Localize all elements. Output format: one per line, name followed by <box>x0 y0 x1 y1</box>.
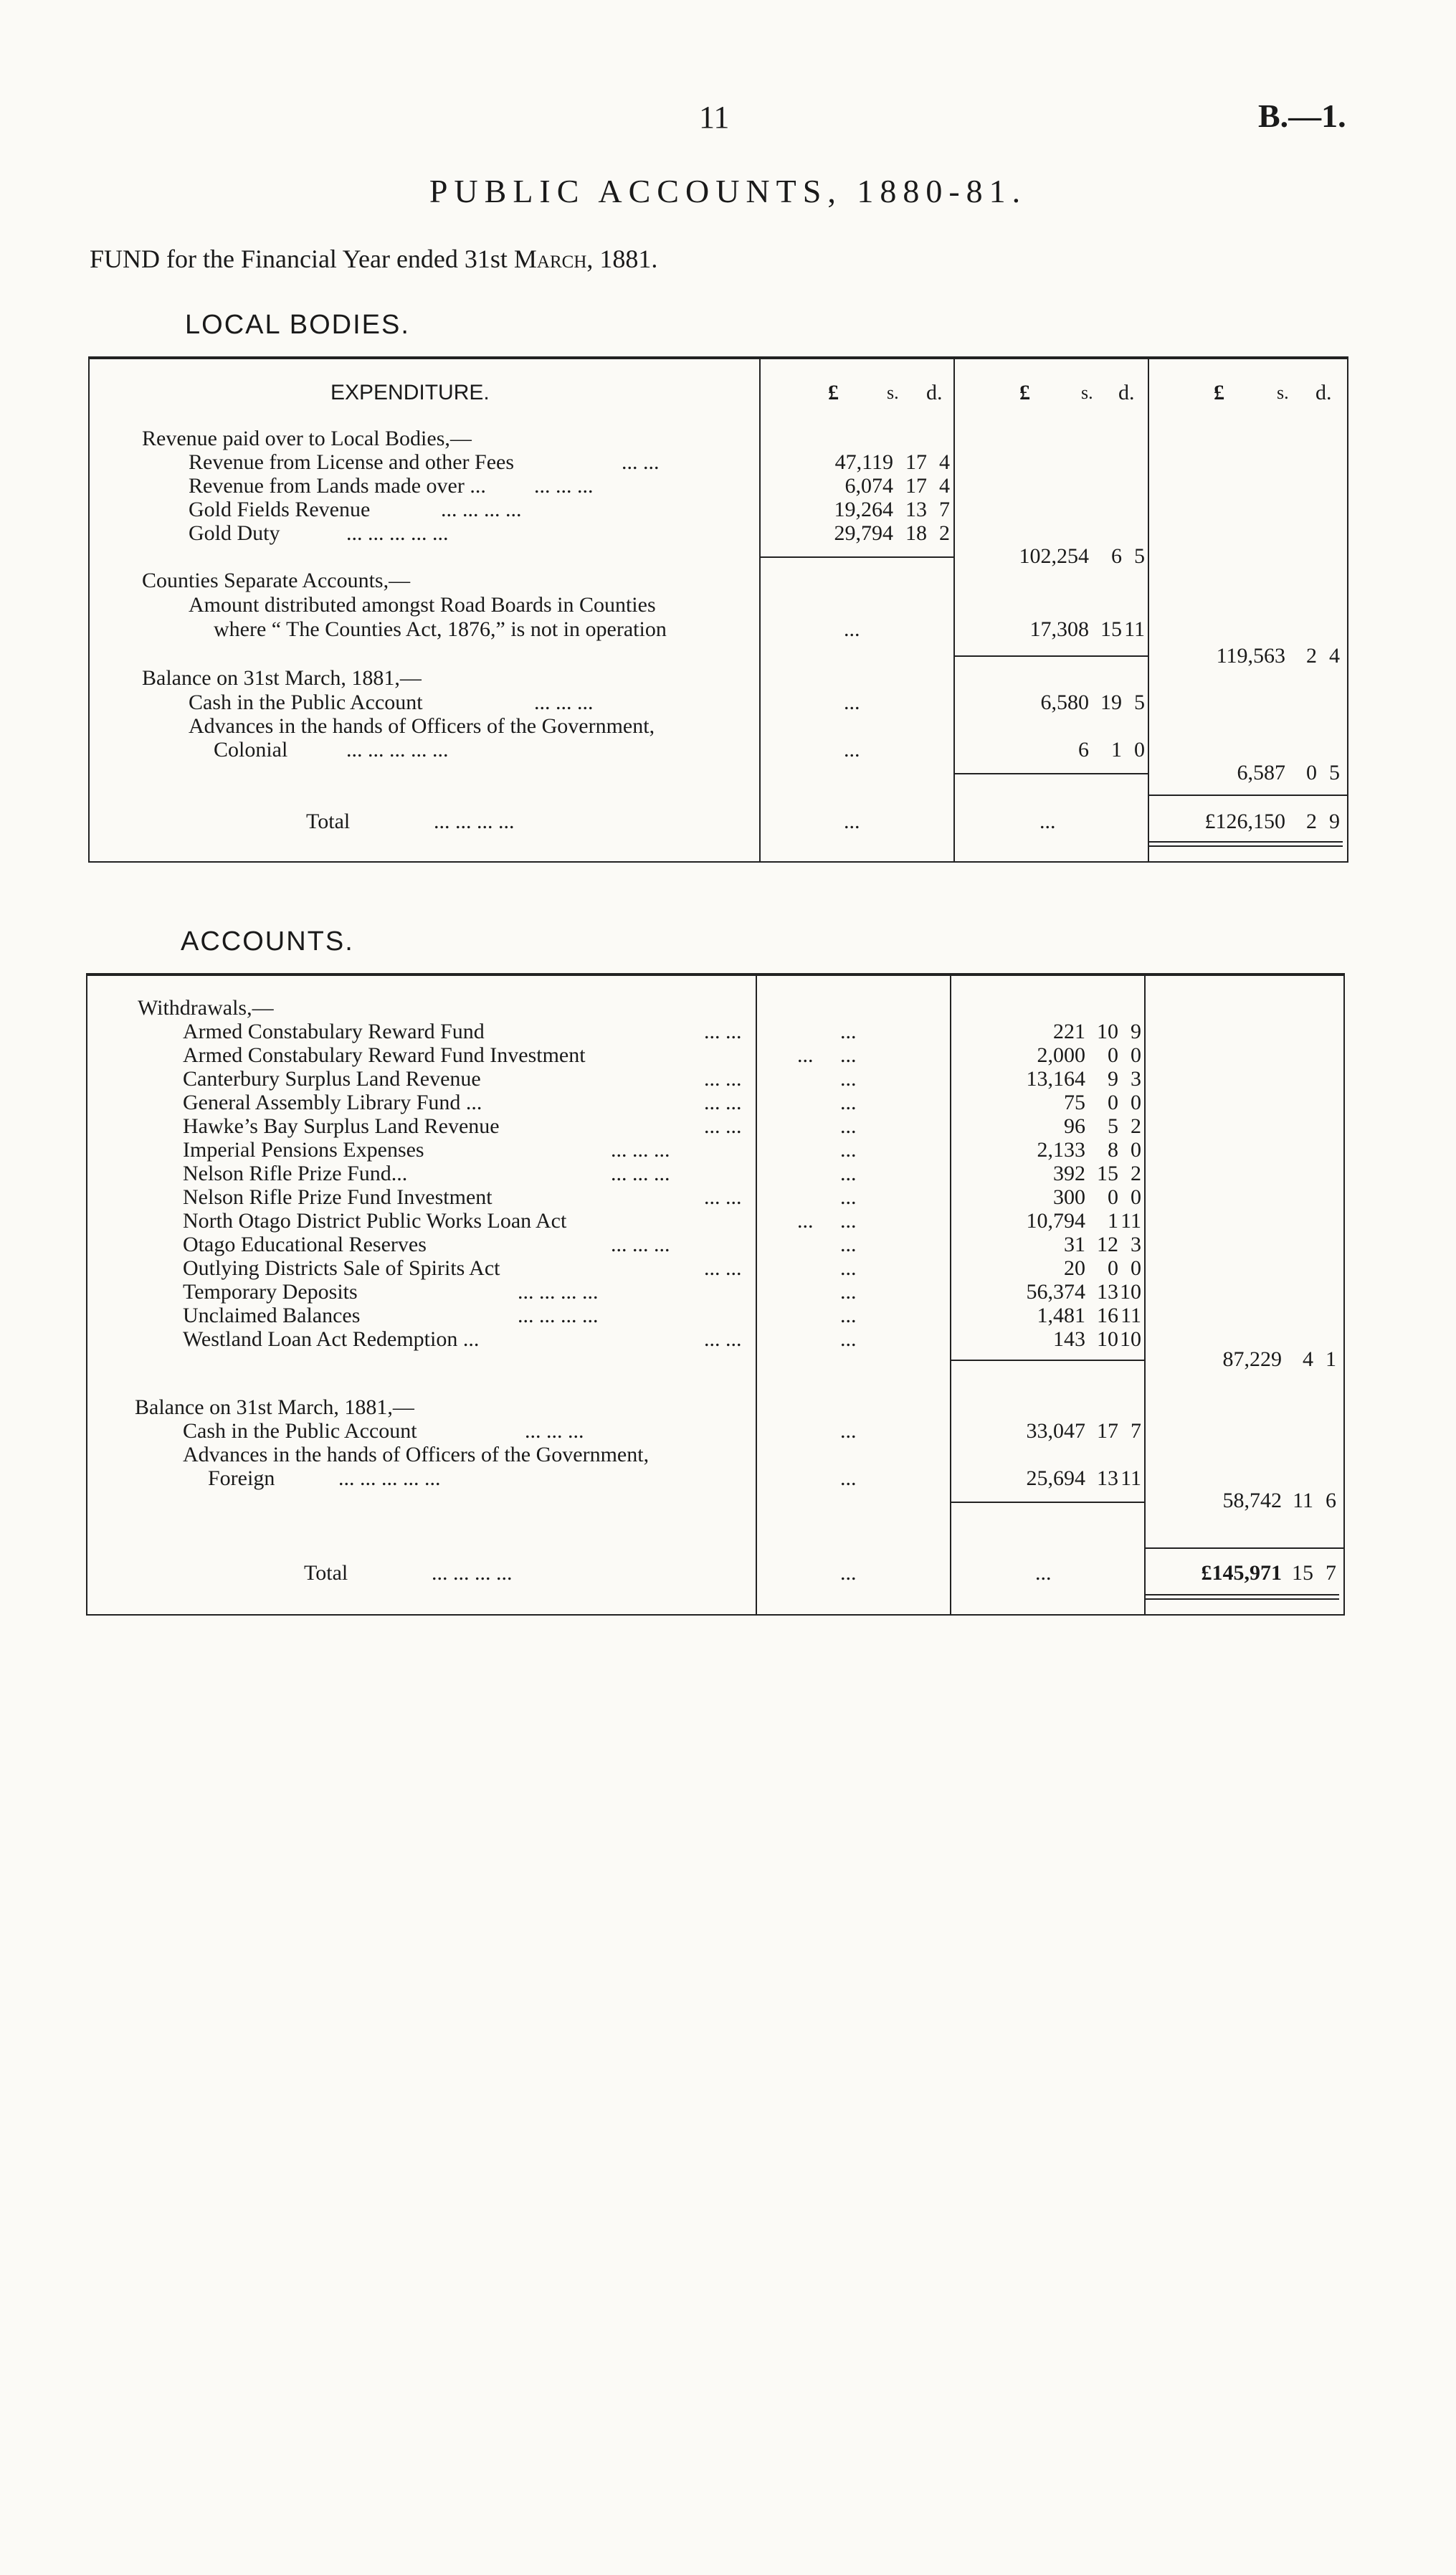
empty-cell: ... <box>844 617 860 641</box>
dot-leader: ... ... ... <box>534 474 594 498</box>
amount-shillings: 17 <box>905 450 927 474</box>
fund-subtitle <box>90 244 657 274</box>
withdrawal-item-label: Hawke’s Bay Surplus Land Revenue <box>183 1114 500 1138</box>
subtitle-part: , 1881. <box>586 245 658 273</box>
empty-cell: ... <box>844 691 860 714</box>
amount-pounds: 6,074 <box>844 474 893 498</box>
amount-shillings: 13 <box>905 498 927 521</box>
withdrawal-pence: 11 <box>1120 1304 1141 1327</box>
withdrawal-pounds: 13,164 <box>1026 1067 1085 1091</box>
revenue-license-label: Revenue from License and other Fees <box>189 450 514 474</box>
counties-line2: where “ The Counties Act, 1876,” is not in operation <box>214 617 667 641</box>
empty-cell: ... <box>840 1209 857 1233</box>
cash-shillings: 19 <box>1100 691 1122 714</box>
withdrawal-pounds: 2,133 <box>1037 1138 1085 1162</box>
withdrawal-shillings: 1 <box>1108 1209 1118 1233</box>
col3-pence-header: d. <box>1315 381 1332 404</box>
gold-duty-label: Gold Duty <box>189 521 280 545</box>
empty-cell: ... <box>840 1185 857 1209</box>
dot-leader: ... ... ... ... ... <box>346 521 449 545</box>
col3-pound-header: £ <box>1214 381 1224 404</box>
withdrawal-pounds: 300 <box>1053 1185 1085 1209</box>
withdrawal-item-label: Nelson Rifle Prize Fund Investment <box>183 1185 493 1209</box>
cash-pounds: 33,047 <box>1026 1419 1085 1443</box>
empty-cell: ... <box>844 810 860 833</box>
amount-pounds: 19,264 <box>834 498 893 521</box>
empty-cell: ... <box>840 1419 857 1443</box>
withdrawal-shillings: 13 <box>1097 1280 1118 1304</box>
empty-cell: ... <box>840 1256 857 1280</box>
withdrawal-pounds: 96 <box>1064 1114 1085 1138</box>
empty-cell: ... <box>840 1233 857 1256</box>
dot-leader: ... ... ... <box>611 1233 670 1256</box>
local-bodies-table <box>88 356 1348 863</box>
dot-leader: ... ... <box>704 1020 742 1043</box>
dot-leader: ... ... <box>704 1327 742 1351</box>
withdrawal-shillings: 10 <box>1097 1020 1118 1043</box>
empty-cell: ... <box>840 1138 857 1162</box>
advances-line2: Foreign <box>208 1466 275 1490</box>
dot-leader: ... ... ... ... ... <box>346 738 449 762</box>
dot-leader: ... ... <box>622 450 660 474</box>
empty-cell: ... <box>840 1091 857 1114</box>
subtotal-pence: 4 <box>1329 644 1340 668</box>
grand-total-pounds: £126,150 <box>1204 810 1285 833</box>
advances-line1: Advances in the hands of Officers of the Government, <box>183 1443 650 1466</box>
dot-leader: ... ... ... <box>534 691 594 714</box>
withdrawal-pence: 0 <box>1131 1185 1141 1209</box>
empty-cell: ... <box>840 1327 857 1351</box>
empty-cell: ... <box>840 1067 857 1091</box>
withdrawal-pence: 10 <box>1120 1280 1141 1304</box>
withdrawal-pence: 9 <box>1131 1020 1141 1043</box>
withdrawals-total-pence: 1 <box>1326 1347 1336 1371</box>
dot-leader: ... ... ... ... <box>432 1561 513 1585</box>
dot-leader: ... ... ... <box>525 1419 584 1443</box>
withdrawal-shillings: 10 <box>1097 1327 1118 1351</box>
balance-group-title: Balance on 31st March, 1881,— <box>142 666 422 690</box>
page-number: 11 <box>699 100 730 135</box>
counties-line1: Amount distributed amongst Road Boards in Counties <box>189 593 656 617</box>
counties-pence: 11 <box>1124 617 1145 641</box>
withdrawal-item-label: Canterbury Surplus Land Revenue <box>183 1067 481 1091</box>
withdrawal-item-label: Otago Educational Reserves <box>183 1233 427 1256</box>
col2-pence-header: d. <box>1118 381 1135 404</box>
dot-leader: ... ... ... <box>611 1138 670 1162</box>
empty-cell: ... <box>840 1043 857 1067</box>
dot-leader: ... ... <box>704 1091 742 1114</box>
dot-leader: ... <box>797 1043 814 1067</box>
withdrawal-item-label: Outlying Districts Sale of Spirits Act <box>183 1256 500 1280</box>
cash-pounds: 6,580 <box>1040 691 1089 714</box>
withdrawal-item-label: North Otago District Public Works Loan Act <box>183 1209 567 1233</box>
balance-shillings: 0 <box>1306 761 1317 784</box>
withdrawal-shillings: 0 <box>1108 1091 1118 1114</box>
grand-total-pounds: £145,971 <box>1201 1561 1282 1585</box>
revenue-group-title: Revenue paid over to Local Bodies,— <box>142 427 472 450</box>
amount-pence: 2 <box>939 521 950 545</box>
amount-pence: 4 <box>939 474 950 498</box>
subtotal-shillings: 2 <box>1306 644 1317 668</box>
withdrawal-pounds: 75 <box>1064 1091 1085 1114</box>
cash-shillings: 17 <box>1097 1419 1118 1443</box>
local-bodies-heading: LOCAL BODIES. <box>185 310 410 340</box>
accounts-table <box>86 973 1345 1616</box>
advances-pence: 11 <box>1120 1466 1141 1490</box>
withdrawal-pence: 0 <box>1131 1256 1141 1280</box>
withdrawal-shillings: 0 <box>1108 1043 1118 1067</box>
withdrawal-pence: 0 <box>1131 1091 1141 1114</box>
col2-shilling-header: s. <box>1081 382 1093 403</box>
advances-shillings: 13 <box>1097 1466 1118 1490</box>
withdrawal-item-label: General Assembly Library Fund ... <box>183 1091 482 1114</box>
col2-pound-header: £ <box>1019 381 1030 404</box>
withdrawal-pence: 2 <box>1131 1162 1141 1185</box>
withdrawal-pence: 10 <box>1120 1327 1141 1351</box>
dot-leader: ... ... <box>704 1185 742 1209</box>
total-label: Total <box>304 1561 348 1585</box>
counties-group-title: Counties Separate Accounts,— <box>142 569 411 592</box>
withdrawal-item-label: Westland Loan Act Redemption ... <box>183 1327 480 1351</box>
advances-pence: 0 <box>1134 738 1145 762</box>
empty-cell: ... <box>840 1304 857 1327</box>
advances-shillings: 1 <box>1111 738 1122 762</box>
empty-cell: ... <box>844 738 860 762</box>
subtotal-pounds: 119,563 <box>1216 644 1285 668</box>
amount-pounds: 47,119 <box>834 450 893 474</box>
withdrawal-item-label: Armed Constabulary Reward Fund <box>183 1020 485 1043</box>
withdrawal-pence: 2 <box>1131 1114 1141 1138</box>
withdrawal-shillings: 15 <box>1097 1162 1118 1185</box>
balance-pounds: 6,587 <box>1237 761 1285 784</box>
empty-cell: ... <box>840 1280 857 1304</box>
grand-total-shillings: 2 <box>1306 810 1317 833</box>
withdrawal-pence: 0 <box>1131 1043 1141 1067</box>
gold-fields-label: Gold Fields Revenue <box>189 498 371 521</box>
withdrawal-pounds: 2,000 <box>1037 1043 1085 1067</box>
withdrawal-item-label: Nelson Rifle Prize Fund... <box>183 1162 408 1185</box>
dot-leader: ... ... ... ... <box>518 1280 599 1304</box>
withdrawal-shillings: 5 <box>1108 1114 1118 1138</box>
withdrawal-pounds: 221 <box>1053 1020 1085 1043</box>
dot-leader: ... ... <box>704 1256 742 1280</box>
col1-pence-header: d. <box>926 381 943 404</box>
withdrawal-item-label: Unclaimed Balances <box>183 1304 361 1327</box>
col3-shilling-header: s. <box>1277 382 1289 403</box>
withdrawals-group-title: Withdrawals,— <box>138 996 274 1020</box>
balance-total-shillings: 11 <box>1293 1489 1313 1512</box>
withdrawal-pence: 0 <box>1131 1138 1141 1162</box>
withdrawal-pounds: 56,374 <box>1026 1280 1085 1304</box>
grand-total-shillings: 15 <box>1292 1561 1313 1585</box>
withdrawal-shillings: 16 <box>1097 1304 1118 1327</box>
withdrawal-pounds: 31 <box>1064 1233 1085 1256</box>
counties-shillings: 15 <box>1100 617 1122 641</box>
withdrawals-total-pounds: 87,229 <box>1222 1347 1282 1371</box>
dot-leader: ... ... ... ... <box>441 498 522 521</box>
subtotal-shillings: 6 <box>1111 544 1122 568</box>
subtotal-pence: 5 <box>1134 544 1145 568</box>
page-title: PUBLIC ACCOUNTS, 1880-81. <box>429 173 1027 209</box>
balance-total-pence: 6 <box>1326 1489 1336 1512</box>
empty-cell: ... <box>840 1162 857 1185</box>
withdrawal-pence: 3 <box>1131 1067 1141 1091</box>
dot-leader: ... ... ... ... <box>434 810 515 833</box>
grand-total-pence: 7 <box>1326 1561 1336 1585</box>
withdrawal-shillings: 0 <box>1108 1185 1118 1209</box>
dot-leader: ... ... <box>704 1067 742 1091</box>
withdrawal-pounds: 20 <box>1064 1256 1085 1280</box>
document-reference: B.—1. <box>1258 98 1346 134</box>
dot-leader: ... ... ... ... <box>518 1304 599 1327</box>
advances-line1: Advances in the hands of Officers of the Government, <box>189 714 655 738</box>
total-label: Total <box>306 810 351 833</box>
subtitle-month: March <box>513 245 587 273</box>
revenue-lands-label: Revenue from Lands made over ... <box>189 474 486 498</box>
withdrawal-shillings: 0 <box>1108 1256 1118 1280</box>
subtotal-pounds: 102,254 <box>1019 544 1089 568</box>
withdrawal-pounds: 10,794 <box>1026 1209 1085 1233</box>
cash-pence: 5 <box>1134 691 1145 714</box>
empty-cell: ... <box>840 1561 857 1585</box>
col1-pound-header: £ <box>828 381 839 404</box>
empty-cell: ... <box>840 1466 857 1490</box>
withdrawal-pounds: 1,481 <box>1037 1304 1085 1327</box>
withdrawal-item-label: Armed Constabulary Reward Fund Investment <box>183 1043 586 1067</box>
withdrawal-pence: 3 <box>1131 1233 1141 1256</box>
counties-pounds: 17,308 <box>1029 617 1089 641</box>
withdrawal-shillings: 9 <box>1108 1067 1118 1091</box>
amount-shillings: 17 <box>905 474 927 498</box>
col1-shilling-header: s. <box>887 382 899 403</box>
cash-label: Cash in the Public Account <box>183 1419 417 1443</box>
empty-cell: ... <box>840 1020 857 1043</box>
dot-leader: ... ... ... <box>611 1162 670 1185</box>
cash-pence: 7 <box>1131 1419 1141 1443</box>
withdrawals-total-shillings: 4 <box>1303 1347 1313 1371</box>
withdrawal-pounds: 392 <box>1053 1162 1085 1185</box>
withdrawal-item-label: Imperial Pensions Expenses <box>183 1138 424 1162</box>
empty-cell: ... <box>840 1114 857 1138</box>
advances-pounds: 6 <box>1078 738 1089 762</box>
dot-leader: ... <box>797 1209 814 1233</box>
dot-leader: ... ... ... ... ... <box>338 1466 441 1490</box>
expenditure-header: EXPENDITURE. <box>330 381 490 404</box>
amount-pence: 7 <box>939 498 950 521</box>
empty-cell: ... <box>1035 1561 1052 1585</box>
withdrawal-item-label: Temporary Deposits <box>183 1280 358 1304</box>
amount-shillings: 18 <box>905 521 927 545</box>
amount-pence: 4 <box>939 450 950 474</box>
withdrawal-pounds: 143 <box>1053 1327 1085 1351</box>
empty-cell: ... <box>1039 810 1056 833</box>
balance-total-pounds: 58,742 <box>1222 1489 1282 1512</box>
withdrawal-shillings: 12 <box>1097 1233 1118 1256</box>
amount-pounds: 29,794 <box>834 521 893 545</box>
grand-total-pence: 9 <box>1329 810 1340 833</box>
accounts-heading: ACCOUNTS. <box>181 926 354 957</box>
dot-leader: ... ... <box>704 1114 742 1138</box>
withdrawal-shillings: 8 <box>1108 1138 1118 1162</box>
balance-pence: 5 <box>1329 761 1340 784</box>
withdrawal-pence: 11 <box>1120 1209 1141 1233</box>
advances-pounds: 25,694 <box>1026 1466 1085 1490</box>
balance-group-title: Balance on 31st March, 1881,— <box>135 1395 414 1419</box>
subtitle-part: FUND for the Financial Year ended 31st <box>90 245 514 273</box>
cash-label: Cash in the Public Account <box>189 691 423 714</box>
advances-line2: Colonial <box>214 738 288 762</box>
